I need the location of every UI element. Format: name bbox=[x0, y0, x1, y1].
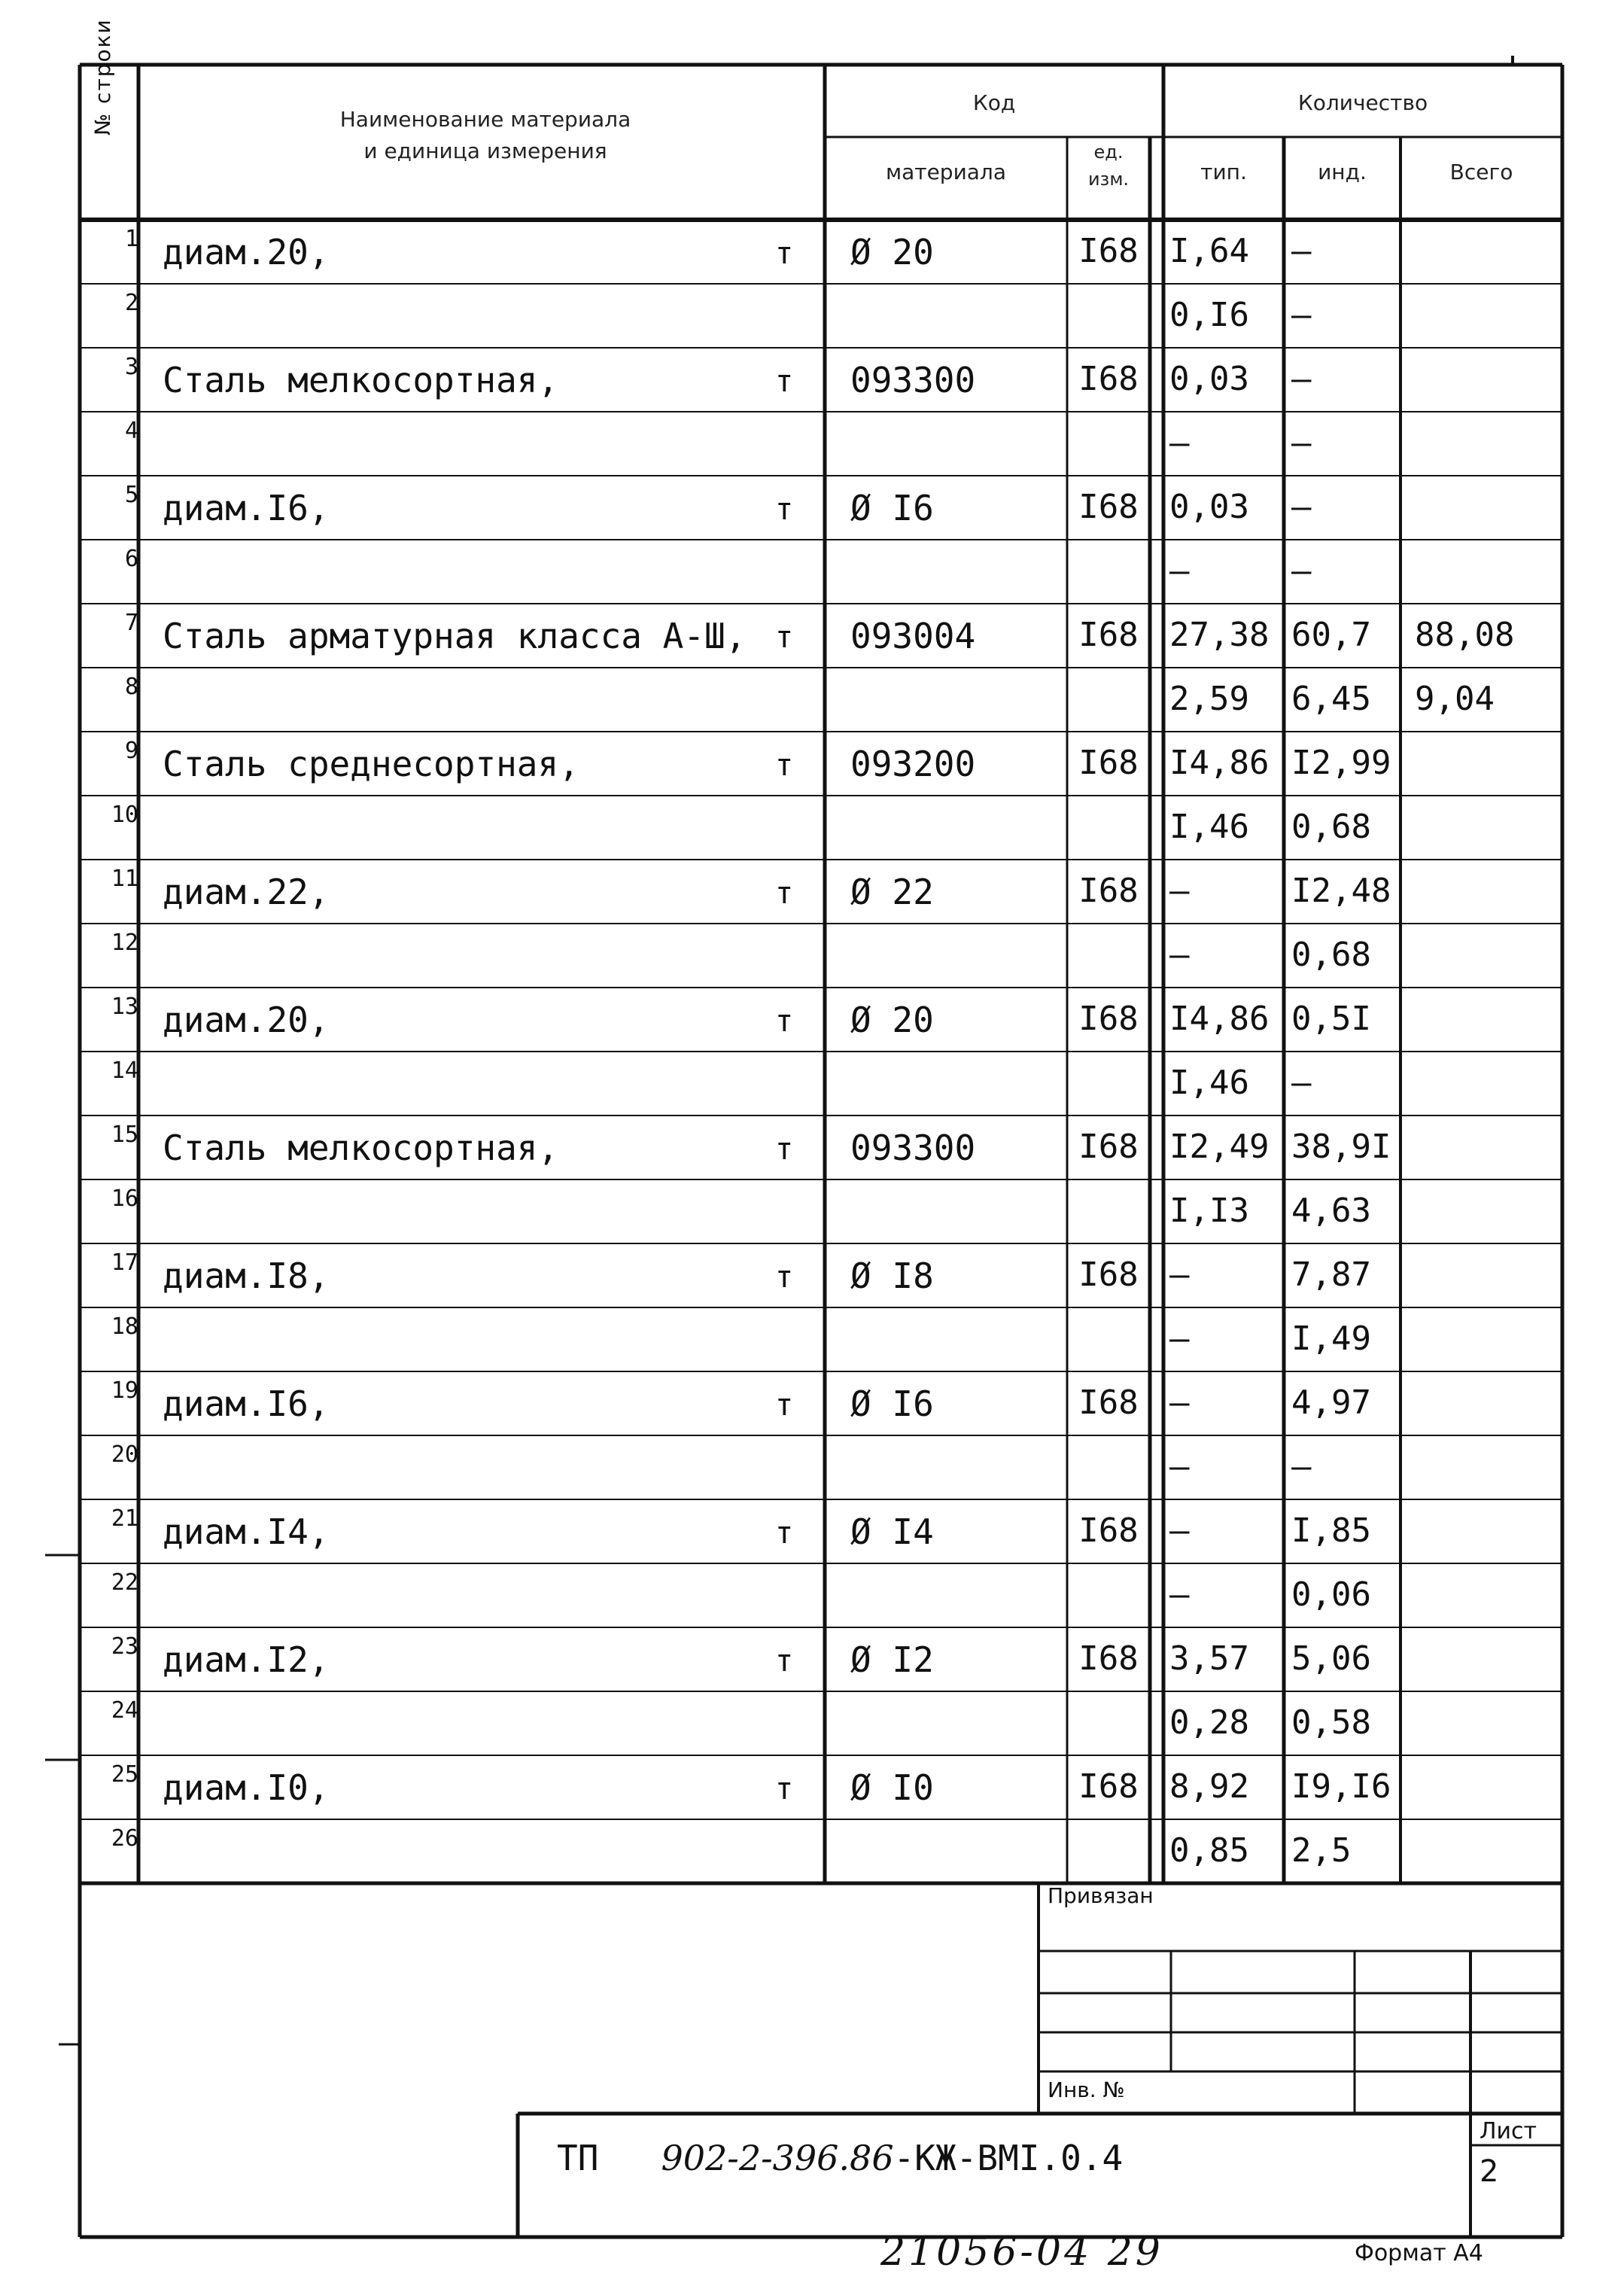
material-code: Ø I4 bbox=[850, 1511, 934, 1552]
col-header-qty-ind: инд. bbox=[1318, 160, 1367, 184]
unit-code: I68 bbox=[1078, 616, 1139, 654]
row-number: 11 bbox=[111, 866, 138, 892]
qty-total: 9,04 bbox=[1415, 680, 1495, 718]
qty-ind: 4,97 bbox=[1291, 1383, 1371, 1422]
unit-label: т bbox=[775, 492, 794, 527]
qty-ind: 0,06 bbox=[1291, 1575, 1371, 1614]
unit-code: I68 bbox=[1078, 488, 1139, 526]
qty-typ: 0,85 bbox=[1169, 1831, 1249, 1870]
qty-typ: I,46 bbox=[1169, 1064, 1249, 1102]
unit-code: I68 bbox=[1078, 1256, 1139, 1294]
row-number: 22 bbox=[111, 1569, 138, 1596]
col-header-code: Код bbox=[972, 90, 1016, 115]
unit-code: I68 bbox=[1078, 1128, 1139, 1166]
row-number: 2 bbox=[124, 290, 138, 316]
qty-ind: – bbox=[1291, 296, 1312, 334]
qty-typ: – bbox=[1169, 1511, 1190, 1550]
unit-label: т bbox=[775, 1004, 794, 1039]
material-name: диам.I2, bbox=[163, 1639, 330, 1680]
material-name: Сталь среднесортная, bbox=[163, 744, 579, 784]
qty-ind: I,49 bbox=[1291, 1319, 1371, 1358]
row-number: 19 bbox=[111, 1377, 138, 1404]
material-code: Ø I8 bbox=[850, 1256, 934, 1296]
row-number: 13 bbox=[111, 994, 138, 1020]
material-code: Ø 20 bbox=[850, 232, 934, 272]
qty-ind: 60,7 bbox=[1291, 616, 1371, 654]
col-header-qty-total: Всего bbox=[1449, 160, 1513, 184]
material-code: Ø I6 bbox=[850, 1383, 934, 1424]
qty-typ: I4,86 bbox=[1169, 744, 1270, 782]
doc-suffix: -КЖ-ВМI.0.4 bbox=[893, 2138, 1124, 2178]
qty-typ: I,46 bbox=[1169, 808, 1249, 846]
qty-ind: 7,87 bbox=[1291, 1256, 1371, 1294]
qty-typ: 0,I6 bbox=[1169, 296, 1249, 334]
qty-ind: 0,68 bbox=[1291, 808, 1371, 846]
qty-typ: I,64 bbox=[1169, 232, 1249, 270]
qty-ind: – bbox=[1291, 360, 1312, 398]
material-name: Сталь мелкосортная, bbox=[163, 360, 559, 400]
row-number: 5 bbox=[124, 482, 138, 508]
doc-handwritten: 902-2-396.86 bbox=[661, 2138, 894, 2178]
col-header-quantity: Количество bbox=[1297, 90, 1428, 115]
material-code: Ø I2 bbox=[850, 1639, 934, 1680]
unit-label: т bbox=[775, 1260, 794, 1295]
col-header-code-unit-2: изм. bbox=[1087, 169, 1130, 190]
stamp-privyazan: Привязан bbox=[1048, 1883, 1154, 1908]
unit-code: I68 bbox=[1078, 872, 1139, 910]
material-code: 093300 bbox=[850, 360, 976, 400]
qty-typ: 8,92 bbox=[1169, 1767, 1249, 1806]
material-code: Ø I0 bbox=[850, 1767, 934, 1808]
unit-label: т bbox=[775, 1516, 794, 1551]
row-number: 18 bbox=[111, 1313, 138, 1340]
material-code: 093004 bbox=[850, 616, 976, 656]
row-number: 26 bbox=[111, 1825, 138, 1852]
material-code: 093300 bbox=[850, 1128, 976, 1168]
unit-label: т bbox=[775, 1388, 794, 1423]
material-name: диам.I0, bbox=[163, 1767, 330, 1808]
material-code: Ø 22 bbox=[850, 872, 934, 912]
qty-typ: I2,49 bbox=[1169, 1128, 1270, 1166]
qty-ind: 38,9I bbox=[1291, 1128, 1391, 1166]
col-header-code-material: материала bbox=[885, 160, 1006, 184]
material-name: диам.22, bbox=[163, 872, 330, 912]
unit-code: I68 bbox=[1078, 1639, 1139, 1678]
col-header-name-line1: Наименование материала bbox=[339, 107, 631, 132]
row-number: 25 bbox=[111, 1761, 138, 1788]
row-number: 3 bbox=[124, 354, 138, 380]
row-number: 7 bbox=[124, 610, 138, 636]
col-header-row-number: № строки bbox=[90, 18, 115, 135]
unit-label: т bbox=[775, 1772, 794, 1806]
col-header-code-unit-1: ед. bbox=[1093, 142, 1124, 163]
col-header-qty-typ: тип. bbox=[1200, 160, 1247, 184]
qty-ind: I,85 bbox=[1291, 1511, 1371, 1550]
col-header-name-line2: и единица измерения bbox=[363, 138, 607, 163]
unit-code: I68 bbox=[1078, 360, 1139, 398]
qty-ind: 2,5 bbox=[1291, 1831, 1352, 1870]
material-code: Ø I6 bbox=[850, 488, 934, 528]
unit-label: т bbox=[775, 620, 794, 655]
qty-ind: – bbox=[1291, 488, 1312, 526]
row-number: 15 bbox=[111, 1122, 138, 1148]
qty-ind: I2,99 bbox=[1291, 744, 1391, 782]
qty-typ: – bbox=[1169, 552, 1190, 590]
qty-ind: 0,58 bbox=[1291, 1703, 1371, 1742]
qty-typ: 2,59 bbox=[1169, 680, 1249, 718]
qty-typ: 27,38 bbox=[1169, 616, 1270, 654]
qty-typ: I4,86 bbox=[1169, 1000, 1270, 1038]
unit-code: I68 bbox=[1078, 1383, 1139, 1422]
qty-typ: 0,28 bbox=[1169, 1703, 1249, 1742]
row-number: 16 bbox=[111, 1186, 138, 1212]
unit-code: I68 bbox=[1078, 1511, 1139, 1550]
format-label: Формат А4 bbox=[1355, 2240, 1483, 2266]
unit-label: т bbox=[775, 1132, 794, 1167]
unit-code: I68 bbox=[1078, 1767, 1139, 1806]
qty-ind: 4,63 bbox=[1291, 1192, 1371, 1230]
unit-code: I68 bbox=[1078, 1000, 1139, 1038]
qty-typ: – bbox=[1169, 1447, 1190, 1486]
stamp-inv-no: Инв. № bbox=[1048, 2077, 1125, 2102]
qty-ind: I2,48 bbox=[1291, 872, 1391, 910]
qty-typ: 0,03 bbox=[1169, 488, 1249, 526]
material-code: Ø 20 bbox=[850, 1000, 934, 1040]
material-name: диам.I6, bbox=[163, 488, 330, 528]
qty-typ: – bbox=[1169, 1319, 1190, 1358]
qty-ind: – bbox=[1291, 1064, 1312, 1102]
row-number: 23 bbox=[111, 1633, 138, 1660]
qty-ind: 6,45 bbox=[1291, 680, 1371, 718]
qty-ind: – bbox=[1291, 232, 1312, 270]
sheet-number: 2 bbox=[1480, 2154, 1499, 2189]
row-number: 9 bbox=[124, 738, 138, 764]
qty-typ: 0,03 bbox=[1169, 360, 1249, 398]
material-name: Сталь арматурная класса А-Ш, bbox=[163, 616, 747, 656]
material-name: Сталь мелкосортная, bbox=[163, 1128, 559, 1168]
material-name: диам.20, bbox=[163, 232, 330, 272]
qty-ind: – bbox=[1291, 1447, 1312, 1486]
unit-label: т bbox=[775, 876, 794, 911]
qty-typ: – bbox=[1169, 1256, 1190, 1294]
row-number: 14 bbox=[111, 1058, 138, 1084]
row-number: 4 bbox=[124, 418, 138, 444]
row-number: 21 bbox=[111, 1505, 138, 1532]
unit-label: т bbox=[775, 364, 794, 399]
row-number: 10 bbox=[111, 802, 138, 828]
qty-typ: – bbox=[1169, 1575, 1190, 1614]
material-name: диам.I8, bbox=[163, 1256, 330, 1296]
handwritten-archive-number: 21056-04 29 bbox=[880, 2230, 1163, 2275]
material-name: диам.I4, bbox=[163, 1511, 330, 1552]
unit-label: т bbox=[775, 236, 794, 271]
row-number: 12 bbox=[111, 930, 138, 956]
row-number: 8 bbox=[124, 674, 138, 700]
unit-label: т bbox=[775, 748, 794, 783]
material-name: диам.I6, bbox=[163, 1383, 330, 1424]
qty-ind: – bbox=[1291, 552, 1312, 590]
qty-total: 88,08 bbox=[1415, 616, 1515, 654]
row-number: 24 bbox=[111, 1697, 138, 1724]
unit-code: I68 bbox=[1078, 744, 1139, 782]
unit-code: I68 bbox=[1078, 232, 1139, 270]
row-number: 20 bbox=[111, 1441, 138, 1468]
qty-ind: – bbox=[1291, 424, 1312, 462]
qty-typ: – bbox=[1169, 936, 1190, 974]
qty-typ: 3,57 bbox=[1169, 1639, 1249, 1678]
material-code: 093200 bbox=[850, 744, 976, 784]
qty-ind: 5,06 bbox=[1291, 1639, 1371, 1678]
row-number: 1 bbox=[124, 226, 138, 252]
row-number: 17 bbox=[111, 1249, 138, 1276]
row-number: 6 bbox=[124, 546, 138, 572]
qty-ind: I9,I6 bbox=[1291, 1767, 1391, 1806]
material-name: диам.20, bbox=[163, 1000, 330, 1040]
qty-ind: 0,68 bbox=[1291, 936, 1371, 974]
unit-label: т bbox=[775, 1644, 794, 1679]
doc-prefix: ТП bbox=[557, 2138, 599, 2178]
sheet-label: Лист bbox=[1480, 2118, 1537, 2144]
document-number bbox=[557, 2138, 1123, 2178]
qty-typ: – bbox=[1169, 872, 1190, 910]
qty-typ: I,I3 bbox=[1169, 1192, 1249, 1230]
qty-typ: – bbox=[1169, 1383, 1190, 1422]
qty-ind: 0,5I bbox=[1291, 1000, 1371, 1038]
qty-typ: – bbox=[1169, 424, 1190, 462]
